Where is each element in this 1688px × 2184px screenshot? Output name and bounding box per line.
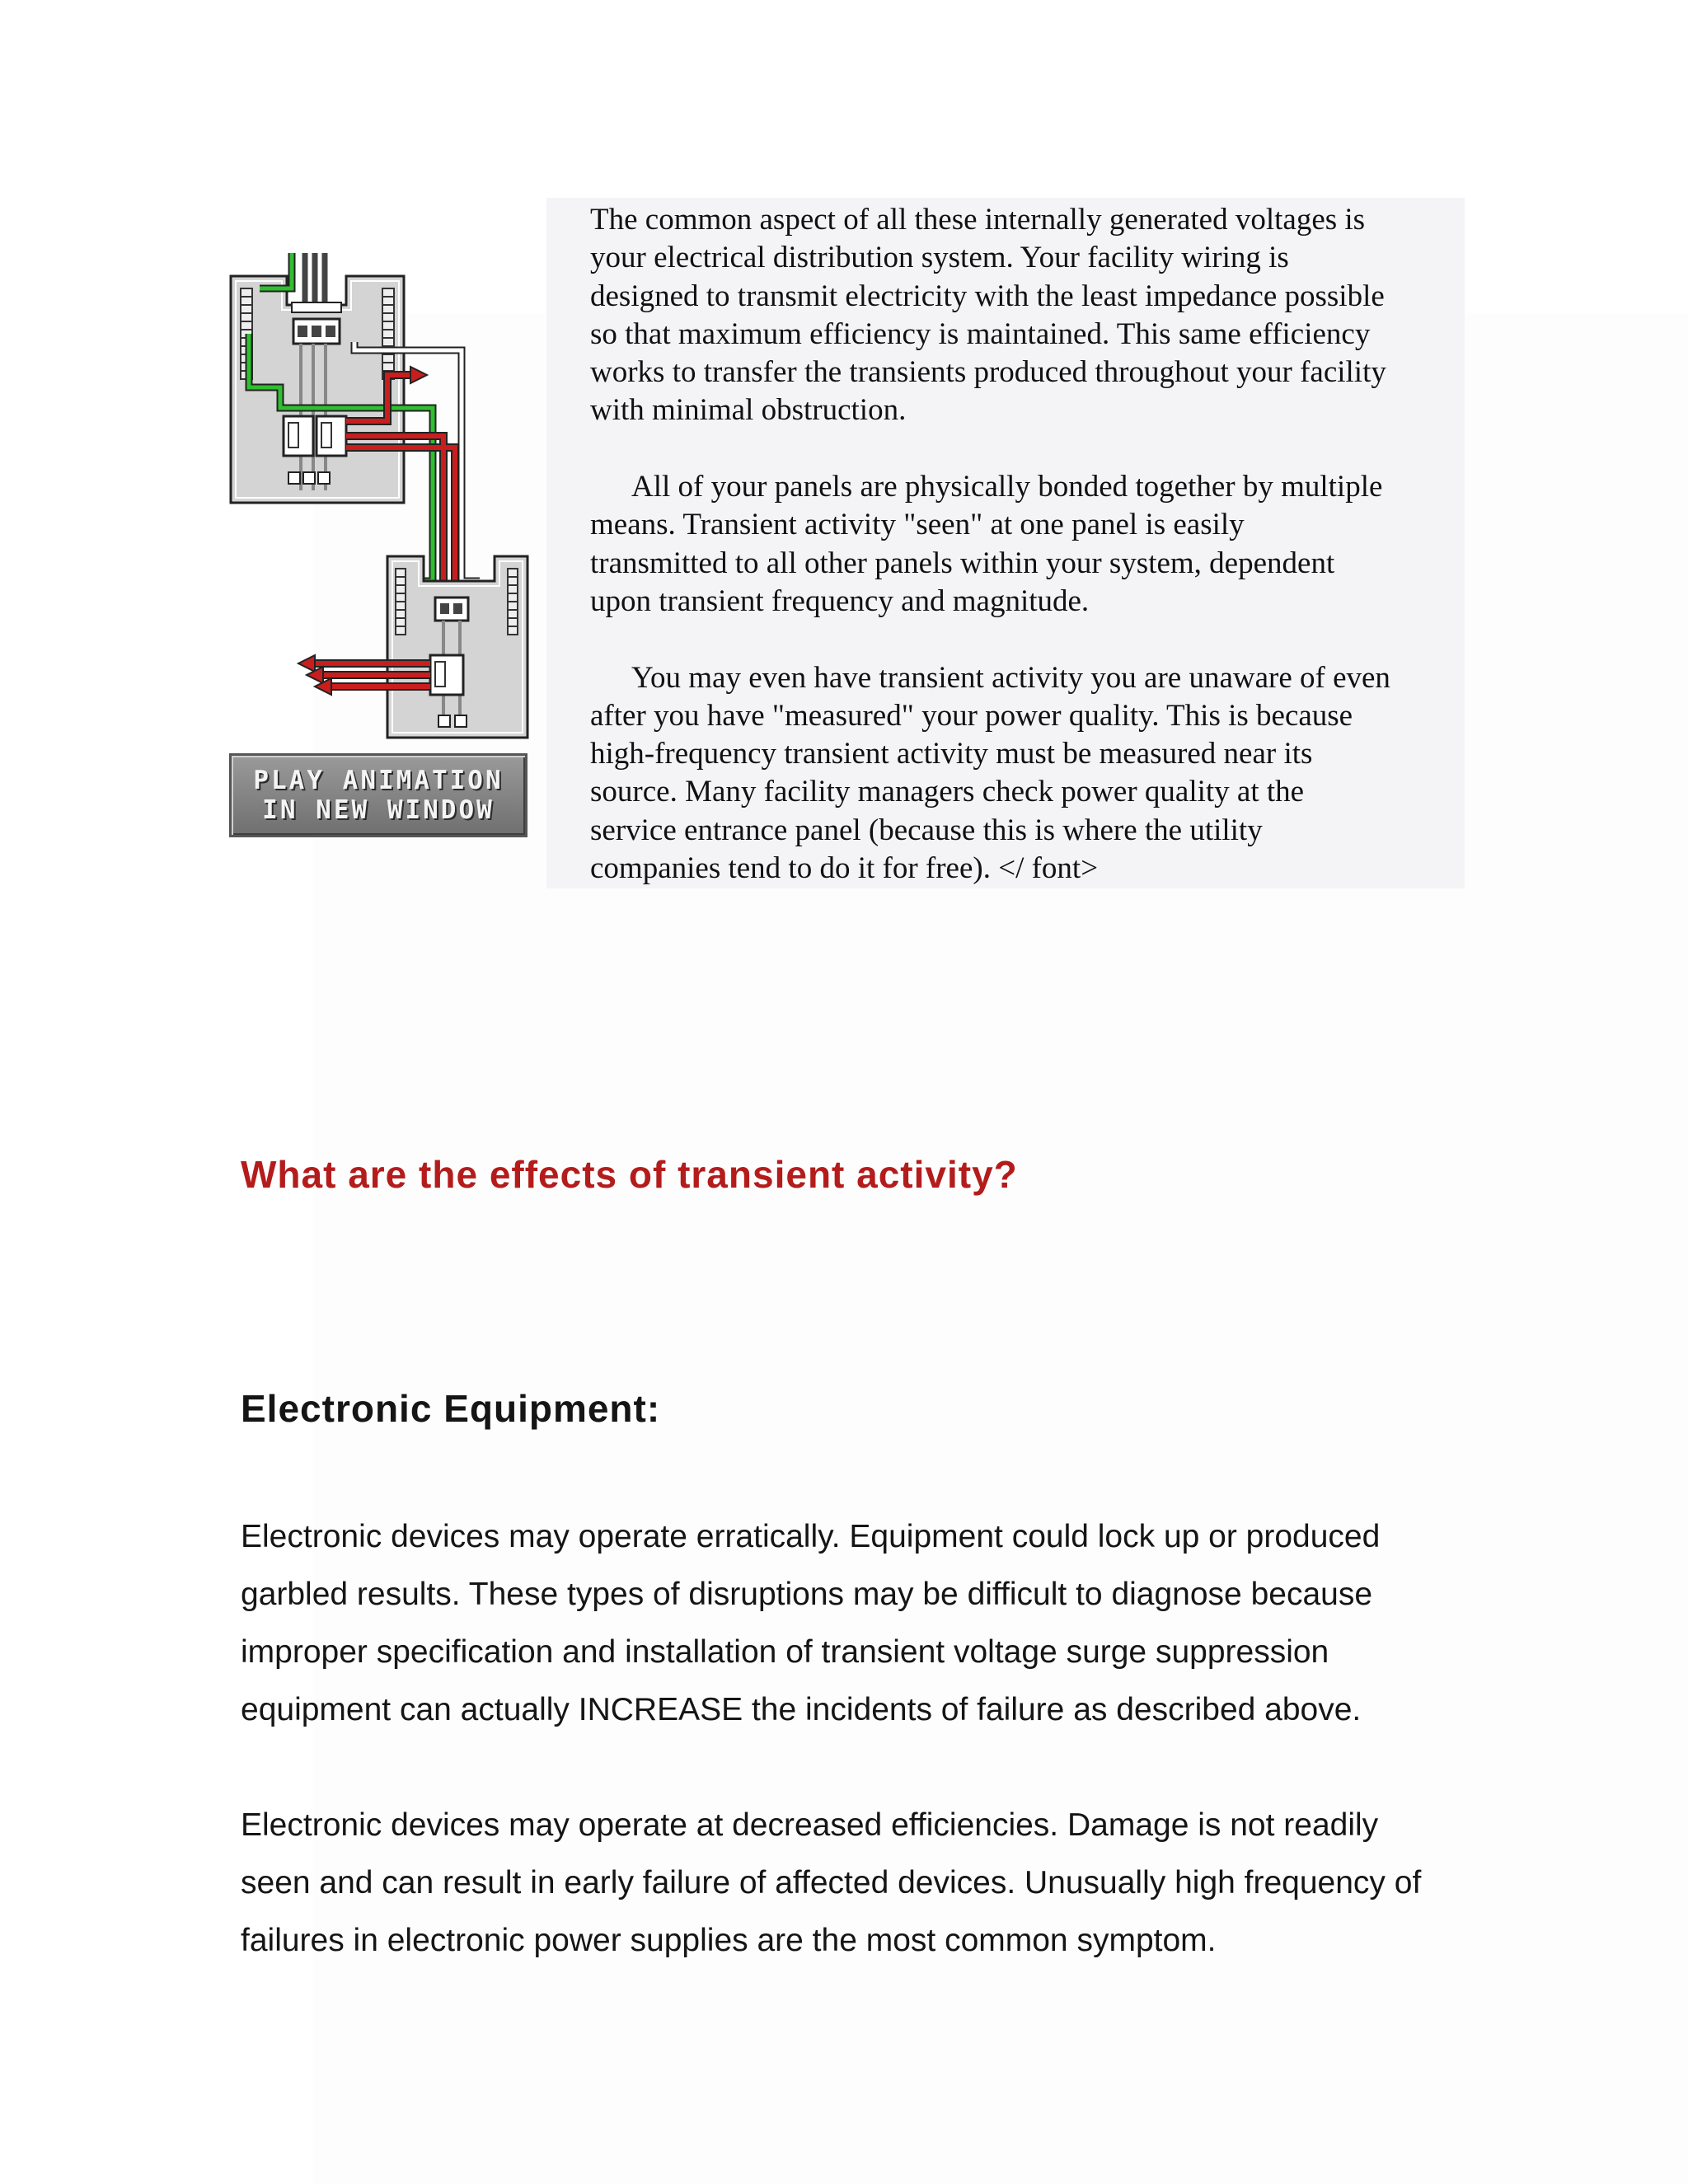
play-animation-label-line1: PLAY ANIMATION <box>253 766 504 795</box>
effects-question-heading: What are the effects of transient activity? <box>241 1153 1018 1196</box>
intro-paragraph-2: All of your panels are physically bonded together by multiple means. Transient activity "seen" at one panel is easily transmitted to all other panels within your system, dependent upon transient frequency and magnitude. <box>590 470 1383 618</box>
electronic-equipment-paragraph-2: Electronic devices may operate at decreased efficiencies. Damage is not readily seen and can result in early failure of affected devices. Unusually high frequency of failures in electronic power supplies are the most common symptom. <box>241 1807 1422 1958</box>
intro-text <box>590 201 1464 926</box>
intro-paragraph-3: You may even have transient activity you are unaware of even after you have "measured" your power quality. This is because high-frequency transient activity must be measured near its source. Many facility managers check power quality at the service entrance panel (because this is where the utility companies tend to do it for free). </ font> <box>590 660 1390 886</box>
intro-paragraph-1: The common aspect of all these internally generated voltages is your electrical distribution system. Your facility wiring is designed to transmit electricity with the least impedance possible so that maximum efficiency is maintained. This same efficiency works to transfer the transients produced throughout your facility with minimal obstruction. <box>590 203 1386 428</box>
play-animation-label-line2: IN NEW WINDOW <box>262 795 495 825</box>
play-animation-button[interactable] <box>229 753 528 837</box>
electronic-equipment-heading: Electronic Equipment: <box>241 1387 661 1430</box>
panel-wiring-diagram <box>223 243 536 762</box>
lower-panel <box>387 556 528 738</box>
electronic-equipment-paragraph-1: Electronic devices may operate erratically. Equipment could lock up or produced garbled results. These types of disruptions may be difficult to diagnose because improper specification and installation of transient voltage surge suppression equipment can actually INCREASE the incidents of failure as described above. <box>241 1519 1381 1727</box>
